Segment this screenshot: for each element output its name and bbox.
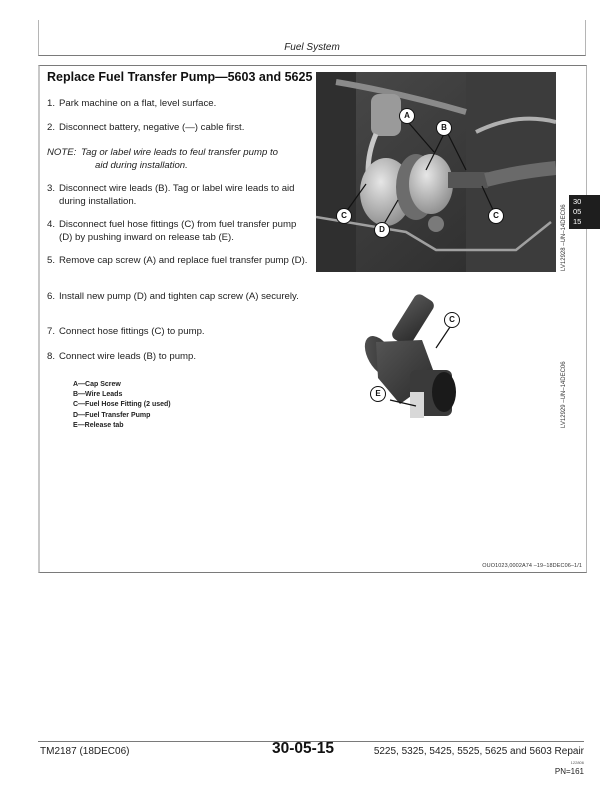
callout-e: E: [370, 386, 386, 402]
note-line-1: Tag or label wire leads to feul transfer pump to: [81, 147, 278, 158]
callout-c: C: [444, 312, 460, 328]
section-side-tab: [569, 195, 600, 229]
engine-photo-illustration: [316, 72, 556, 272]
step-number: 7.: [47, 326, 56, 337]
step-number: 1.: [47, 98, 56, 109]
callout-b: B: [436, 120, 452, 136]
section-title: Replace Fuel Transfer Pump—5603 and 5625: [47, 70, 313, 84]
step-text: Park machine on a flat, level surface.: [59, 98, 217, 109]
header-title: Fuel System: [284, 42, 340, 53]
note-line-2: aid during installation.: [95, 159, 188, 171]
step-8: [47, 351, 309, 364]
step-number: 4.: [47, 219, 56, 230]
legend-item-e: E—Release tab: [73, 421, 124, 429]
step-1: [47, 98, 309, 111]
document-reference-code: OUO1023,0002A74 –19–18DEC06–1/1: [482, 563, 582, 569]
side-tab-line-3: 15: [573, 217, 582, 226]
step-4: [47, 219, 309, 244]
installation-note: [47, 147, 309, 172]
step-text: Connect hose fittings (C) to pump.: [59, 326, 205, 337]
step-text: Connect wire leads (B) to pump.: [59, 351, 197, 362]
side-tab-line-2: 05: [573, 207, 582, 216]
callout-c-left: C: [336, 208, 352, 224]
step-text: Remove cap screw (A) and replace fuel transfer pump (D).: [59, 255, 308, 266]
side-tab-line-1: 30: [573, 197, 582, 206]
step-text: Disconnect wire leads (B). Tag or label wire leads to aid during installation.: [59, 183, 295, 207]
parts-legend: [73, 380, 171, 431]
footer-page-code: 30-05-15: [272, 740, 335, 757]
step-3: [47, 183, 309, 208]
step-text: Disconnect fuel hose fittings (C) from fuel transfer pump (D) by pushing inward on release tab (E).: [59, 219, 297, 243]
callout-a: A: [399, 108, 415, 124]
callout-c-right: C: [488, 208, 504, 224]
fuel-pump-photo: [316, 72, 556, 272]
step-number: 3.: [47, 183, 56, 194]
step-number: 6.: [47, 291, 56, 302]
legend-item-b: B—Wire Leads: [73, 391, 123, 399]
page-header-frame: [38, 20, 586, 56]
photo1-id-label: LV12928 –UN–14DEC06: [561, 204, 567, 271]
step-text: Install new pump (D) and tighten cap screw (A) securely.: [59, 291, 299, 302]
step-6: [47, 291, 309, 304]
footer-page-number: PN=161: [554, 767, 584, 776]
footer-tiny-code: 122806: [570, 760, 584, 765]
step-5: [47, 255, 309, 268]
step-number: 8.: [47, 351, 56, 362]
legend-item-c: C—Fuel Hose Fitting (2 used): [73, 401, 171, 409]
hose-fitting-illustration: [340, 282, 500, 442]
hose-fitting-photo: [340, 282, 500, 442]
footer-manual-title: 5225, 5325, 5425, 5525, 5625 and 5603 Repair: [373, 746, 584, 757]
step-number: 5.: [47, 255, 56, 266]
legend-item-d: D—Fuel Transfer Pump: [73, 411, 151, 419]
legend-item-a: A—Cap Screw: [73, 381, 121, 388]
photo2-id-label: LV12929 –UN–14DEC06: [561, 361, 567, 428]
footer-manual-id: TM2187 (18DEC06): [40, 746, 130, 757]
note-label: NOTE:: [47, 147, 77, 158]
step-7: [47, 326, 309, 339]
step-text: Disconnect battery, negative (—) cable first.: [59, 122, 245, 133]
callout-d: D: [374, 222, 390, 238]
step-number: 2.: [47, 122, 56, 133]
step-2: [47, 122, 309, 135]
